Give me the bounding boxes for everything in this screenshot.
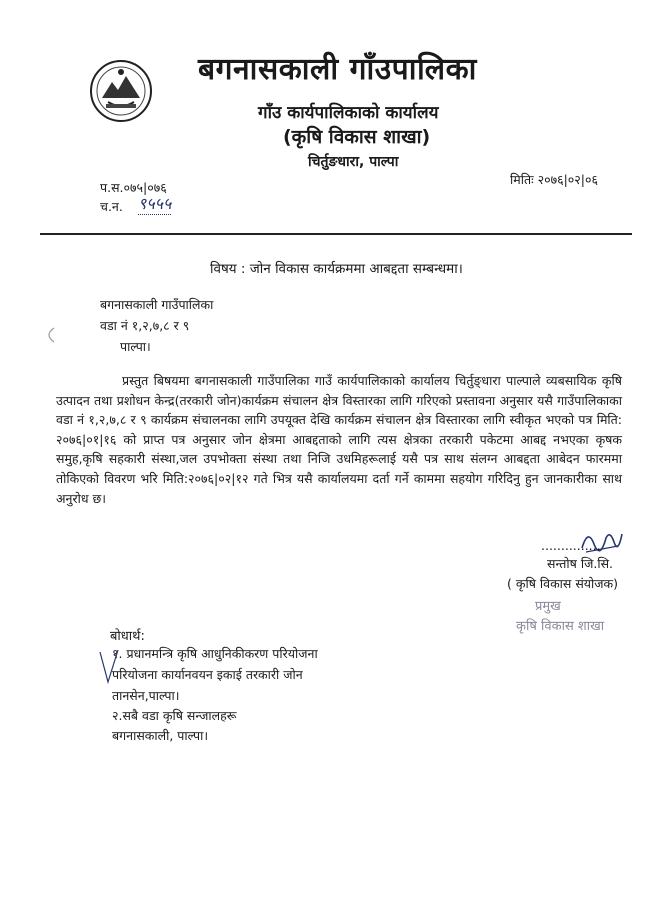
- org-name: बगनासकाली गाँउपालिका: [198, 52, 477, 87]
- signature-dots: ...............: [541, 538, 601, 553]
- body-paragraph: प्रस्तुत बिषयमा बगनासकाली गाउँपालिका गाउँ कार्यपालिकाको कार्यालय चिर्तुङ्धारा पाल्पाले व्यबसायिक कृषि उत्पादन तथा प्रशोधन केन्द्र(तरकारी जोन)कार्यक्रम संचालन क्षेत्र विस्तारका लागि गरिएको प्रस्तावना अनुसार यसै गाउँपालिकाका वडा नं १,२,७,८ र ९ कार्यक्रम संचालनका लागि उपयूक्त देखि कार्यक्रम संचालन क्षेत्र विस्तारका लागि स्वीकृत भएको पत्र मिति: २०७६|०१|१६ को प्राप्त पत्र अनुसार जोन क्षेत्रमा आबद्दताको लागि त्यस क्षेत्रका तरकारी पकेटमा आबद्द नभएका कृषक समुह,कृषि सहकारी संस्था,जल उपभोक्ता संस्था तथा निजि उधमिहरूलाई यसै पत्र साथ संलग्न आबद्दता आबेदन फारममा तोकिएको विवरण भरि मिति:२०७६|०२|१२ गते भित्र यसै कार्यालयमा दर्ता गर्ने काममा सहयोग गरिदिनु हुन जानकारीका साथ अनुरोध छ।: [56, 373, 622, 506]
- signatory-title: ( कृषि विकास संयोजक): [507, 576, 619, 591]
- cc-item-5: बगनासकाली, पाल्पा।: [112, 728, 209, 743]
- cc-item-3: तानसेन,पाल्पा।: [112, 688, 180, 703]
- dispatch-label: च.न.: [100, 199, 123, 214]
- cc-item-4: २.सबै वडा कृषि सन्जालहरू: [112, 708, 237, 723]
- header-divider: [40, 233, 632, 235]
- cc-item-1: १. प्रधानमन्त्रि कृषि आधुनिकीकरण परियोजना: [112, 646, 318, 661]
- recipient-line-3: पाल्पा।: [120, 339, 151, 354]
- recipient-line-2: वडा नं १,२,७,८ र ९: [100, 318, 190, 333]
- stamp-line-2: कृषि विकास शाखा: [516, 619, 605, 634]
- cc-item-2: परियोजना कार्यानवयन इकाई तरकारी जोन: [112, 667, 303, 682]
- cc-heading: बोधार्थ:: [110, 629, 145, 644]
- punch-hole-mark: [42, 326, 56, 348]
- subject-line: विषय : जोन विकास कार्यक्रममा आबद्दता सम्बन्धमा।: [210, 261, 463, 277]
- tick-mark: [98, 648, 120, 692]
- letter-date: मितिः २०७६|०२|०६: [510, 172, 598, 187]
- office-address: चिर्तुङधारा, पाल्पा: [308, 154, 399, 170]
- dispatch-number: ९५५५: [138, 194, 172, 213]
- office-name: गाँउ कार्यपालिकाको कार्यालय: [258, 103, 439, 123]
- reference-number: प.स.०७५|०७६: [100, 180, 167, 195]
- branch-name: (कृषि विकास शाखा): [283, 126, 431, 148]
- emblem-logo: [88, 58, 154, 128]
- signatory-name: सन्तोष जि.सि.: [547, 556, 614, 571]
- recipient-line-1: बगनासकाली गाउँपालिका: [100, 297, 214, 312]
- stamp-line-1: प्रमुख: [535, 599, 561, 614]
